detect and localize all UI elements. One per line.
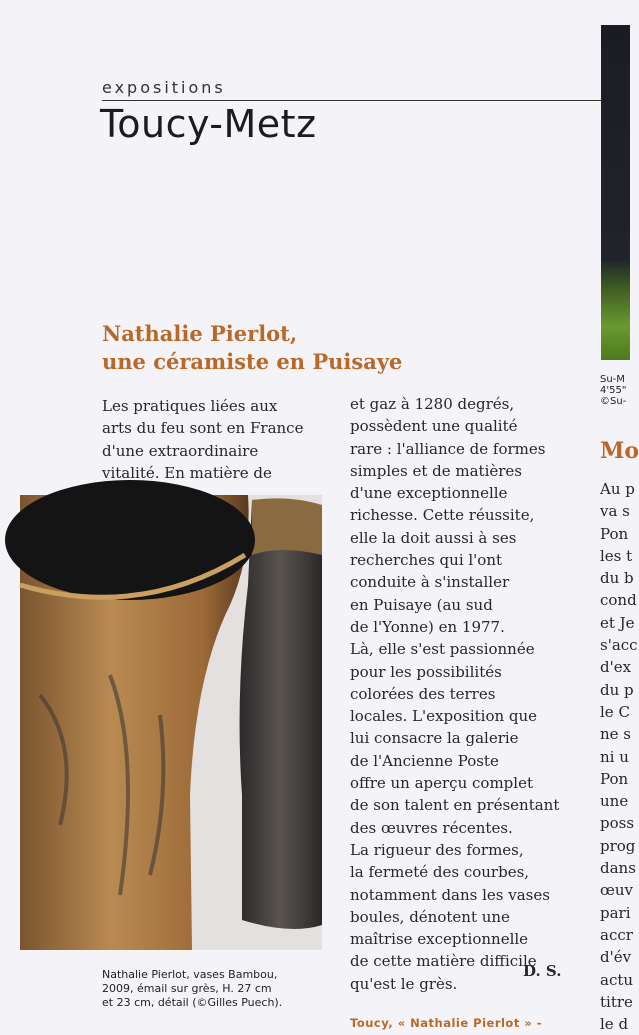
article-column-1	[102, 395, 303, 484]
text-line: pari	[600, 903, 631, 922]
caption-line: Su-M	[600, 374, 625, 385]
caption-line: Nathalie Pierlot, vases Bambou,	[102, 968, 278, 981]
text-line: de son talent en présentant	[350, 796, 560, 815]
text-line: ne s	[600, 725, 632, 744]
text-line: d'ex	[600, 658, 632, 677]
text-line: pour les possibilités	[350, 662, 502, 681]
text-line: la fermeté des courbes,	[350, 863, 530, 882]
text-line: recherches qui l'ont	[350, 551, 503, 570]
text-line: La rigueur des formes,	[350, 840, 524, 859]
text-line: en Puisaye (au sud	[350, 595, 493, 614]
text-line: et Je	[600, 613, 635, 632]
text-line: une	[600, 792, 629, 811]
text-line: arts du feu sont en France	[102, 419, 304, 438]
adjacent-article-column	[600, 478, 638, 1035]
page-title: Toucy-Metz	[100, 102, 317, 146]
text-line: vitalité. En matière de	[102, 463, 272, 482]
text-line: les t	[600, 546, 633, 565]
text-line: conduite à s'installer	[350, 573, 510, 592]
text-line: le d	[600, 1015, 629, 1034]
text-line: Au p	[600, 480, 635, 498]
text-line: d'év	[600, 948, 632, 967]
text-line: d'une extraordinaire	[102, 441, 259, 460]
text-line: accr	[600, 925, 633, 944]
text-line: du p	[600, 680, 634, 699]
text-line: va s	[600, 502, 630, 521]
article-headline	[102, 320, 402, 376]
header-rule	[102, 100, 602, 101]
adjacent-photo-caption	[600, 374, 626, 407]
text-line: simples et de matières	[350, 461, 522, 480]
exhibition-reference: Toucy, « Nathalie Pierlot » -	[350, 1016, 543, 1030]
text-line: titre	[600, 992, 633, 1011]
text-line: offre un aperçu complet	[350, 774, 533, 793]
text-line: de l'Yonne) en 1977.	[350, 617, 505, 636]
text-line: d'une exceptionnelle	[350, 484, 508, 503]
text-line: maîtrise exceptionnelle	[350, 930, 529, 949]
article-column-2	[350, 393, 562, 995]
adjacent-article-photo	[601, 25, 630, 360]
text-line: Pon	[600, 769, 629, 788]
adjacent-article-headline: Mo	[600, 438, 639, 464]
text-line: Pon	[600, 524, 629, 543]
caption-line: et 23 cm, détail (©Gilles Puech).	[102, 996, 283, 1009]
text-line: richesse. Cette réussite,	[350, 506, 535, 525]
text-line: poss	[600, 814, 635, 833]
text-line: Là, elle s'est passionnée	[350, 640, 535, 659]
text-line: actu	[600, 970, 634, 989]
text-line: dans	[600, 859, 636, 878]
text-line: prog	[600, 836, 636, 855]
text-line: possèdent une qualité	[350, 417, 518, 436]
ceramic-vases-photo	[20, 495, 322, 950]
text-line: notamment dans les vases	[350, 885, 550, 904]
author-signature: D. S.	[523, 962, 562, 980]
text-line: rare : l'alliance de formes	[350, 439, 546, 458]
text-line: colorées des terres	[350, 684, 496, 703]
text-line: s'acc	[600, 636, 638, 655]
text-line: locales. L'exposition que	[350, 707, 538, 726]
text-line: et gaz à 1280 degrés,	[350, 395, 515, 413]
text-line: qu'est le grès.	[350, 974, 458, 993]
text-line: de cette matière difficile	[350, 952, 537, 971]
text-line: boules, dénotent une	[350, 907, 510, 926]
text-line: des œuvres récentes.	[350, 818, 513, 837]
caption-line: 4'55"	[600, 385, 627, 396]
text-line: le C	[600, 702, 630, 721]
text-line: de l'Ancienne Poste	[350, 751, 499, 770]
headline-line: Nathalie Pierlot,	[102, 321, 298, 346]
text-line: œuv	[600, 881, 633, 900]
section-label: expositions	[102, 78, 226, 97]
text-line: du b	[600, 569, 634, 588]
text-line: Les pratiques liées aux	[102, 397, 278, 415]
photo-caption	[102, 968, 282, 1010]
headline-line: une céramiste en Puisaye	[102, 349, 403, 374]
text-line: ni u	[600, 747, 629, 766]
text-line: elle la doit aussi à ses	[350, 528, 517, 547]
caption-line: ©Su-	[600, 396, 627, 407]
text-line: lui consacre la galerie	[350, 729, 519, 748]
caption-line: 2009, émail sur grès, H. 27 cm	[102, 982, 272, 995]
text-line: cond	[600, 591, 637, 610]
